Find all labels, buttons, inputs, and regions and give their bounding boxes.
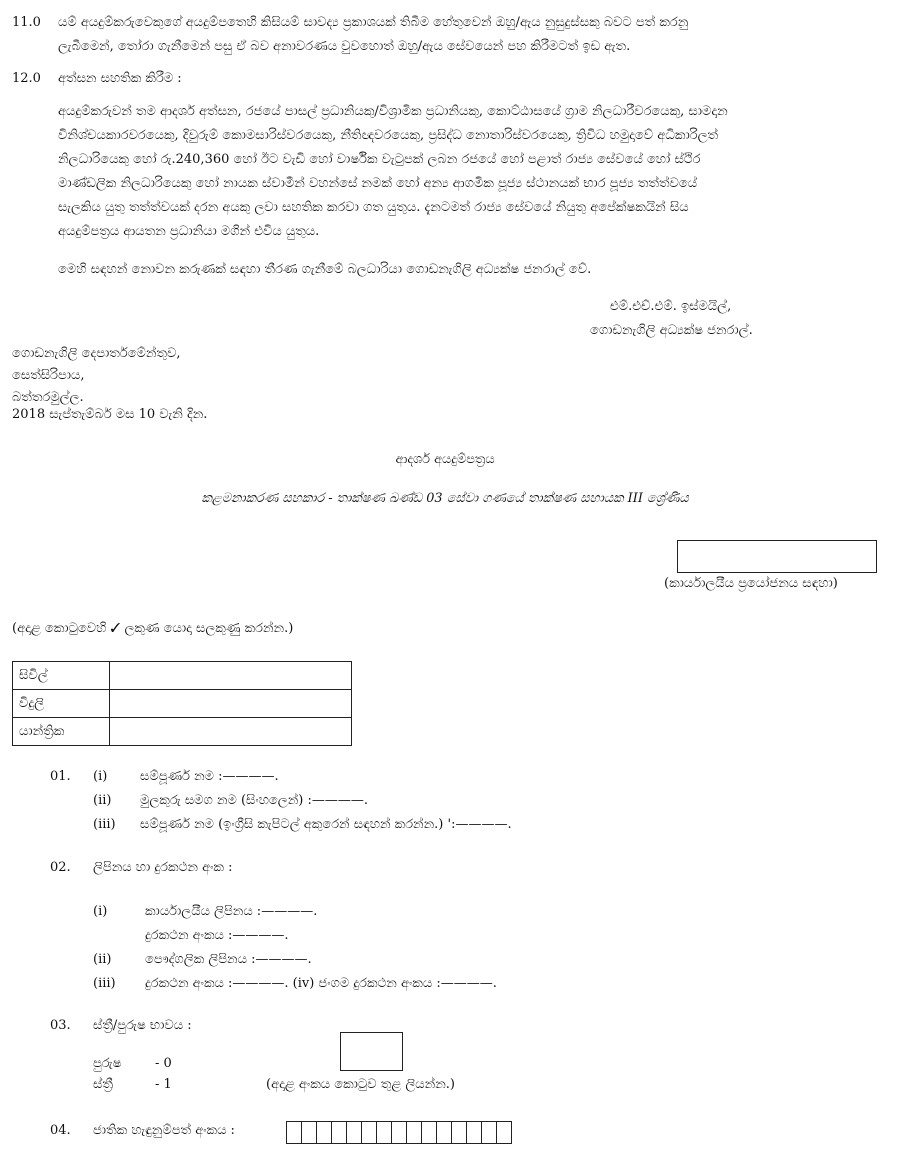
q02-heading: ලිපිනය හා දුරකථන අංක : (93, 860, 233, 875)
q03-heading: ස්ත්‍රී/පුරුෂ භාවය : (93, 1018, 192, 1033)
q01-iii-num: (iii) (93, 817, 116, 832)
nic-digit-box[interactable] (451, 1121, 467, 1144)
nic-digit-box[interactable] (466, 1121, 482, 1144)
address-line-2: සෙත්සිරිපාය, (12, 368, 85, 383)
q04-number: 04. (50, 1123, 71, 1138)
nic-digit-box[interactable] (421, 1121, 437, 1144)
decision-note: මෙහි සඳහන් නොවන කරුණක් සඳහා තීරණ ගැනීමේ බලධාරියා ගොඩනැගිලි අධ්‍යක්ෂ ජනරාල් වේ. (58, 262, 592, 277)
tick-instruction: (අදාළ කොටුවෙහි ✓ ලකුණ යොදා සලකුණු කරන්න.) (12, 621, 294, 636)
category-label: විදුලි (13, 690, 110, 718)
category-label: සිවිල් (13, 662, 110, 690)
nic-digit-box[interactable] (436, 1121, 452, 1144)
q01-full-name[interactable]: සම්පූර්ණ නම :————. (140, 769, 279, 784)
q02-office-phone[interactable]: දුරකථන අංකය :————. (145, 928, 289, 943)
q01-full-name-english[interactable]: සම්පූර්ණ නම (ඉංග්‍රීසි කැපිටල් අකුරෙන් සඳහන් කරන්න.) ':————. (140, 817, 512, 832)
section-12-line-6: අයදුම්පත්‍රය ආයතන ප්‍රධානියා මගින් එවිය යුතුය. (58, 224, 320, 239)
section-12-number: 12.0 (12, 71, 41, 86)
signatory-name: එම්.එච්.එම්. ඉස්මයිල්, (610, 299, 732, 314)
q03-number: 03. (50, 1018, 71, 1033)
category-table (12, 661, 352, 746)
q03-male-label: පුරුෂ (93, 1056, 122, 1071)
nic-digit-box[interactable] (376, 1121, 392, 1144)
q02-ii-num: (ii) (93, 952, 112, 967)
address-date: 2018 සැප්තැම්බර් මස 10 වැනි දින. (12, 407, 208, 422)
signatory-title: ගොඩනැගිලි අධ්‍යක්ෂ ජනරාල්. (590, 323, 753, 338)
table-row (13, 690, 352, 718)
q02-phone-mobile[interactable]: දුරකථන අංකය :————. (iv) ජංගම දුරකථන අංකය :————. (145, 976, 497, 991)
category-label: යාන්ත්‍රික (13, 718, 110, 746)
q02-personal-address[interactable]: පෞද්ගලික ලිපිනය :————. (145, 952, 312, 967)
section-12-line-4: මාණ්ඩලික නිලධාරියෙකු හෝ නායක ස්වාමීන් වහන්සේ නමක් හෝ අන්‍ය ආගමික පූජ්‍ය ස්ථානයක් භාර පූජ්‍ය තත්ත්වයේ (58, 176, 698, 191)
nic-digit-box[interactable] (361, 1121, 377, 1144)
section-11-line-1: යම් අයදුම්කරුවෙකුගේ අයදුම්පතෙහි කිසියම් සාවද්‍ය ප්‍රකාශයක් තිබීම හේතුවෙන් ඔහු/ඇය නුසුදුස්සකු බවට පත් කරනු (58, 15, 689, 30)
category-tick-cell[interactable] (110, 662, 352, 690)
nic-number-boxes (286, 1121, 511, 1144)
section-12-heading: අත්සන සහතික කිරීම : (58, 71, 182, 86)
q02-i-num: (i) (93, 904, 108, 919)
section-12-line-1: අයදුම්කරුවන් තම ආදර්ශ අත්සන, රජයේ පාසල් ප්‍රධානියකු/විශ්‍රාමික ප්‍රධානියකු, කොට්ඨාසයේ ග්‍රාම නිලධාරීවරයෙකු, සාමදාන (58, 104, 728, 119)
nic-digit-box[interactable] (346, 1121, 362, 1144)
nic-digit-box[interactable] (301, 1121, 317, 1144)
gender-code-box[interactable] (340, 1032, 403, 1071)
form-subtitle: කළමනාකරණ සහකාර - තාක්ෂණ ඛණ්ඩ 03 සේවා ගණයේ තාක්ෂණ සහායක III ශ්‍රේණිය (201, 491, 689, 506)
section-12-line-3: නිලධාරියෙකු හෝ රු.240,360 හෝ ඊට වැඩි හෝ වාර්ෂික වැටුපක් ලබන රජයේ හෝ පළාත් රාජ්‍ය සේවයේ හෝ ස්ථිර (58, 152, 701, 167)
q01-ii-num: (ii) (93, 793, 112, 808)
q01-number: 01. (50, 769, 71, 784)
nic-digit-box[interactable] (481, 1121, 497, 1144)
office-use-label: (කාර්යාලයීය ප්‍රයෝජනය සඳහා) (664, 576, 838, 591)
q03-female-label: ස්ත්‍රී (93, 1077, 113, 1092)
nic-digit-box[interactable] (391, 1121, 407, 1144)
q01-name-with-initials[interactable]: මුලකුරු සමග නම (සිංහලෙන්) :————. (140, 793, 368, 808)
table-row (13, 662, 352, 690)
q04-heading: ජාතික හැඳුනුම්පත් අංකය : (93, 1123, 235, 1138)
category-tick-cell[interactable] (110, 718, 352, 746)
q02-iii-num: (iii) (93, 976, 116, 991)
category-tick-cell[interactable] (110, 690, 352, 718)
nic-digit-box[interactable] (406, 1121, 422, 1144)
table-row (13, 718, 352, 746)
section-11-line-2: ලැබීමෙන්, තෝරා ගැනීමෙන් පසු ඒ බව අනාවරණය වුවහොත් ඔහු/ඇය සේවයෙන් පහ කිරීමටත් ඉඩ ඇත. (58, 39, 631, 54)
nic-digit-box[interactable] (496, 1121, 512, 1144)
nic-digit-box[interactable] (316, 1121, 332, 1144)
nic-digit-box[interactable] (286, 1121, 302, 1144)
q03-note: (අදාළ අංකය කොටුව තුළ ලියන්න.) (266, 1077, 455, 1092)
q03-female-code: - 1 (155, 1077, 172, 1092)
section-12-line-5: සැලකිය යුතු තත්ත්වයක් දරන අයකු ලවා සහතික කරවා ගත යුතුය. දැනටමත් රාජ්‍ය සේවයේ නියුතු අපේක්ෂකයින් සිය (58, 200, 689, 215)
q01-i-num: (i) (93, 769, 108, 784)
nic-digit-box[interactable] (331, 1121, 347, 1144)
form-title: ආදර්ශ අයදුම්පත්‍රය (395, 452, 495, 467)
office-use-box[interactable] (677, 540, 877, 573)
section-11-number: 11.0 (12, 15, 41, 30)
address-line-1: ගොඩනැගිලි දෙපාර්තමේන්තුව, (12, 346, 181, 361)
section-12-line-2: විනිශ්චයකාරවරයෙකු, දිවුරුම් කොමසාරිස්වරයෙකු, නීතිඥවරයෙකු, ප්‍රසිද්ධ නොතාරිස්වරයෙකු, ත්‍රිවිධ හමුදාවේ අධිකාරිලත් (58, 128, 719, 143)
q03-male-code: - 0 (155, 1056, 172, 1071)
q02-number: 02. (50, 860, 71, 875)
q02-office-address[interactable]: කාර්යාලයීය ලිපිනය :————. (145, 904, 318, 919)
address-line-3: බත්තරමුල්ල. (12, 390, 84, 405)
